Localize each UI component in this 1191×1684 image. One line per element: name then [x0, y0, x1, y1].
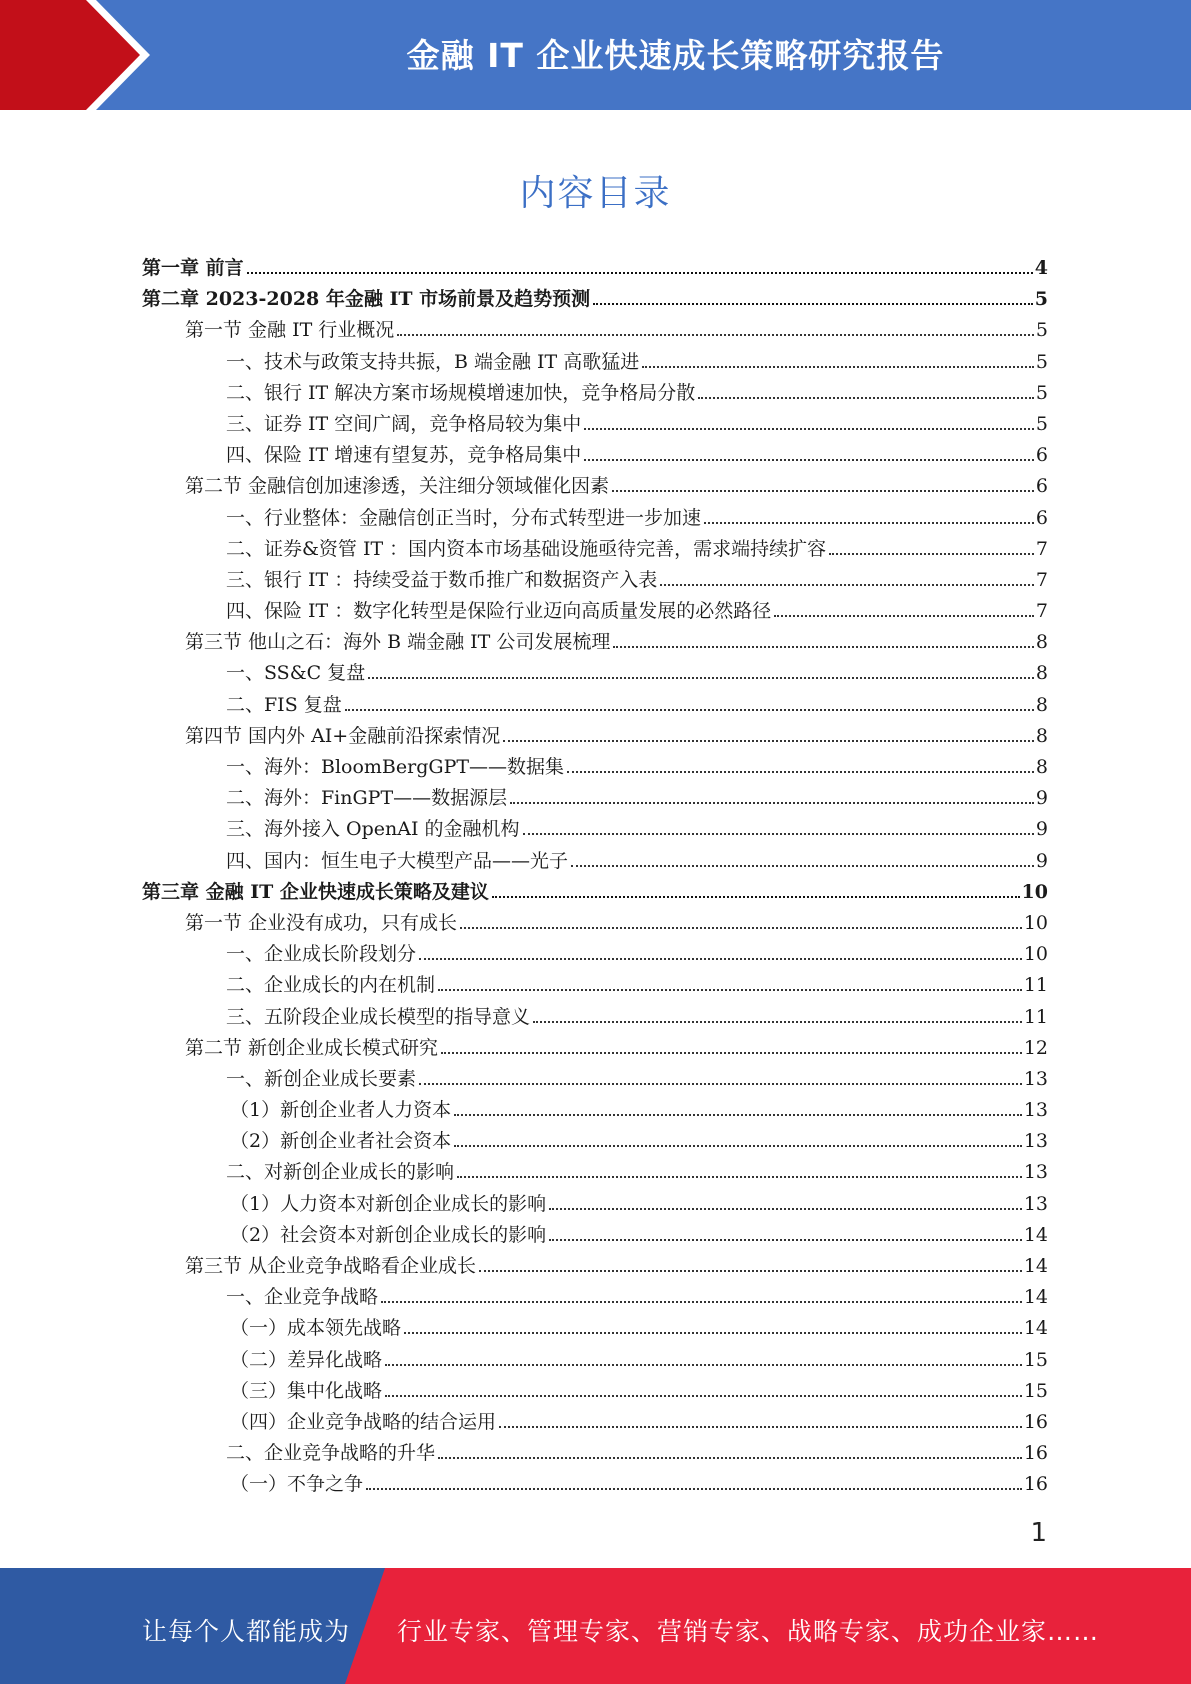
toc-dot-leader — [613, 646, 1034, 648]
toc-entry[interactable] — [142, 1407, 1048, 1438]
toc-entry[interactable] — [142, 690, 1048, 721]
toc-entry-page: 5 — [1035, 319, 1048, 342]
toc-entry-title: 三、银行 IT ：持续受益于数币推广和数据资产入表 — [226, 568, 658, 591]
toc-dot-leader — [479, 1270, 1022, 1272]
toc-entry-page: 15 — [1023, 1379, 1048, 1402]
toc-dot-leader — [345, 709, 1034, 711]
toc-dot-leader — [457, 1176, 1022, 1178]
toc-dot-leader — [660, 584, 1034, 586]
toc-dot-leader — [385, 1395, 1022, 1397]
toc-entry[interactable] — [142, 378, 1048, 409]
toc-entry-page: 9 — [1035, 787, 1048, 810]
toc-entry-page: 16 — [1023, 1473, 1048, 1496]
toc-entry[interactable] — [142, 658, 1048, 689]
toc-entry-title: 一、海外：BloomBergGPT——数据集 — [226, 756, 565, 778]
toc-entry[interactable] — [142, 440, 1048, 471]
toc-entry-title: 一、企业竞争战略 — [226, 1286, 379, 1309]
toc-entry-title: 二、对新创企业成长的影响 — [226, 1161, 455, 1184]
toc-entry-page: 13 — [1023, 1067, 1048, 1090]
toc-entry-page: 14 — [1023, 1255, 1048, 1277]
toc-dot-leader — [438, 989, 1022, 991]
toc-dot-leader — [571, 865, 1034, 867]
toc-entry-title: 第一章 前言 — [142, 257, 244, 279]
toc-dot-leader — [460, 927, 1022, 929]
toc-entry-title: （一）不争之争 — [230, 1473, 364, 1496]
toc-entry-page: 9 — [1035, 849, 1048, 872]
toc-entry-title: 一、企业成长阶段划分 — [226, 943, 417, 966]
page-header — [0, 0, 1191, 110]
toc-entry-title: （二）差异化战略 — [230, 1348, 383, 1371]
page-number: 1 — [1030, 1518, 1047, 1548]
toc-entry[interactable] — [142, 1033, 1048, 1064]
toc-entry-page: 7 — [1035, 537, 1048, 560]
toc-entry[interactable] — [142, 409, 1048, 440]
toc-entry[interactable] — [142, 846, 1048, 877]
toc-entry-page: 16 — [1023, 1410, 1048, 1433]
toc-entry-title: 第一节 金融 IT 行业概况 — [185, 319, 395, 342]
toc-entry-page: 10 — [1023, 911, 1048, 934]
toc-entry-page: 5 — [1035, 350, 1048, 373]
toc-dot-leader — [397, 334, 1034, 336]
toc-entry-title: 四、保险 IT ：数字化转型是保险行业迈向高质量发展的必然路径 — [226, 600, 772, 623]
toc-dot-leader — [404, 1332, 1022, 1334]
toc-entry-title: 二、企业成长的内在机制 — [226, 974, 436, 997]
toc-entry[interactable] — [142, 503, 1048, 534]
toc-entry-title: 一、行业整体：金融信创正当时，分布式转型进一步加速 — [226, 506, 702, 529]
report-title: 金融 IT 企业快速成长策略研究报告 — [406, 36, 945, 75]
toc-entry[interactable] — [142, 1157, 1048, 1188]
toc-entry[interactable] — [142, 1313, 1048, 1344]
toc-entry-title: 第三章 金融 IT 企业快速成长策略及建议 — [142, 880, 489, 903]
toc-entry[interactable] — [142, 1126, 1048, 1157]
toc-dot-leader — [503, 740, 1034, 742]
toc-dot-leader — [441, 1052, 1022, 1054]
toc-dot-leader — [385, 1364, 1022, 1366]
page-footer — [0, 1568, 1191, 1684]
toc-entry[interactable] — [142, 1220, 1048, 1251]
toc-entry-page: 13 — [1023, 1192, 1048, 1215]
toc-entry-page: 8 — [1035, 693, 1048, 716]
toc-dot-leader — [381, 1301, 1022, 1303]
toc-entry-page: 16 — [1023, 1442, 1048, 1465]
toc-entry-title: 一、新创企业成长要素 — [226, 1067, 417, 1090]
toc-entry-title: （1）人力资本对新创企业成长的影响 — [230, 1192, 547, 1215]
toc-dot-leader — [584, 428, 1034, 430]
toc-dot-leader — [704, 522, 1034, 524]
toc-entry-title: 三、五阶段企业成长模型的指导意义 — [226, 1005, 531, 1028]
toc-entry[interactable] — [142, 565, 1048, 596]
toc-entry-page: 14 — [1023, 1317, 1048, 1340]
toc-dot-leader — [698, 397, 1034, 399]
toc-entry-page: 6 — [1035, 475, 1048, 498]
toc-entry-title: 第二节 金融信创加速渗透，关注细分领域催化因素 — [185, 475, 610, 498]
toc-entry[interactable] — [142, 627, 1048, 658]
toc-heading: 内容目录 — [519, 173, 672, 214]
toc-entry-page: 5 — [1035, 381, 1048, 404]
toc-entry[interactable] — [142, 783, 1048, 814]
toc-dot-leader — [499, 1426, 1022, 1428]
toc-entry[interactable] — [142, 596, 1048, 627]
footer-slogan-left: 让每个人都能成为 — [142, 1617, 351, 1646]
toc-entry-page: 13 — [1023, 1130, 1048, 1153]
toc-entry-title: （三）集中化战略 — [230, 1379, 383, 1402]
toc-entry-page: 14 — [1023, 1286, 1048, 1309]
toc-entry-title: 二、证券&资管 IT ：国内资本市场基础设施亟待完善，需求端持续扩容 — [226, 537, 827, 560]
toc-entry-page: 8 — [1035, 724, 1048, 747]
toc-entry-title: 三、海外接入 OpenAI 的金融机构 — [226, 818, 520, 841]
toc-dot-leader — [454, 1145, 1022, 1147]
toc-entry[interactable] — [142, 721, 1048, 752]
toc-entry[interactable] — [142, 970, 1048, 1001]
toc-dot-leader — [366, 1488, 1022, 1490]
toc-entry[interactable] — [142, 877, 1048, 908]
toc-entry-page: 14 — [1023, 1223, 1048, 1246]
toc-entry-page: 7 — [1035, 600, 1048, 623]
toc-entry-page: 4 — [1034, 257, 1048, 279]
toc-entry[interactable] — [142, 908, 1048, 939]
toc-dot-leader — [510, 802, 1034, 804]
toc-dot-leader — [247, 272, 1033, 274]
toc-entry-title: 二、FIS 复盘 — [226, 693, 342, 716]
toc-dot-leader — [567, 771, 1034, 773]
toc-entry-title: （2）社会资本对新创企业成长的影响 — [230, 1223, 547, 1246]
toc-entry-page: 8 — [1035, 631, 1048, 654]
footer-slogan-right: 行业专家、管理专家、营销专家、战略专家、成功企业家…… — [397, 1617, 1100, 1646]
toc-dot-leader — [612, 490, 1034, 492]
toc-entry-title: （一）成本领先战略 — [230, 1317, 402, 1340]
toc-entry[interactable] — [142, 752, 1048, 783]
toc-entry[interactable] — [142, 253, 1048, 284]
toc-entry-page: 13 — [1023, 1161, 1048, 1184]
toc-entry-page: 10 — [1021, 880, 1048, 903]
toc-dot-leader — [642, 366, 1034, 368]
toc-entry[interactable] — [142, 1469, 1048, 1500]
toc-dot-leader — [593, 303, 1033, 305]
toc-entry-page: 13 — [1023, 1099, 1048, 1122]
toc-entry-title: 二、海外：FinGPT——数据源层 — [226, 787, 508, 810]
toc-entry[interactable] — [142, 814, 1048, 845]
toc-entry-page: 6 — [1035, 444, 1048, 467]
toc-entry-page: 7 — [1035, 568, 1048, 591]
toc-entry[interactable] — [142, 1251, 1048, 1282]
toc-entry-title: 三、证券 IT 空间广阔，竞争格局较为集中 — [226, 412, 582, 435]
toc-dot-leader — [368, 677, 1034, 679]
toc-dot-leader — [523, 833, 1034, 835]
toc-entry[interactable] — [142, 1064, 1048, 1095]
toc-dot-leader — [774, 615, 1034, 617]
toc-entry-page: 8 — [1035, 662, 1048, 685]
toc-entry[interactable] — [142, 1282, 1048, 1313]
toc-entry-title: 二、银行 IT 解决方案市场规模增速加快，竞争格局分散 — [226, 381, 696, 404]
toc-entry-title: 四、国内：恒生电子大模型产品——光子 — [226, 849, 569, 872]
toc-entry-title: 二、企业竞争战略的升华 — [226, 1442, 436, 1465]
toc-dot-leader — [438, 1457, 1022, 1459]
toc-entry[interactable] — [142, 1345, 1048, 1376]
toc-entry-page: 5 — [1035, 412, 1048, 435]
toc-entry-title: 第二节 新创企业成长模式研究 — [185, 1036, 439, 1059]
toc-entry[interactable] — [142, 1095, 1048, 1126]
toc-entry-title: 第三节 他山之石：海外 B 端金融 IT 公司发展梳理 — [185, 631, 611, 654]
toc-entry-title: （2）新创企业者社会资本 — [230, 1130, 452, 1153]
toc-entry-title: 一、技术与政策支持共振，B 端金融 IT 高歌猛进 — [226, 350, 640, 373]
toc-entry-page: 12 — [1023, 1036, 1048, 1059]
toc-dot-leader — [549, 1239, 1022, 1241]
toc-dot-leader — [492, 896, 1020, 898]
toc-entry-page: 11 — [1023, 974, 1048, 997]
toc-entry-page: 9 — [1035, 818, 1048, 841]
toc-entry[interactable] — [142, 1189, 1048, 1220]
toc-entry-title: 第二章 2023-2028 年金融 IT 市场前景及趋势预测 — [142, 288, 591, 311]
toc-entry-title: 四、保险 IT 增速有望复苏，竞争格局集中 — [226, 444, 582, 467]
toc-dot-leader — [454, 1114, 1022, 1116]
toc-entry[interactable] — [142, 315, 1048, 346]
toc-entry-page: 15 — [1023, 1348, 1048, 1371]
toc-entry-title: （1）新创企业者人力资本 — [230, 1099, 452, 1122]
toc-dot-leader — [549, 1208, 1022, 1210]
toc-entry-title: 一、SS&C 复盘 — [226, 662, 366, 685]
toc-dot-leader — [533, 1021, 1022, 1023]
toc-entry-page: 6 — [1035, 506, 1048, 529]
toc-dot-leader — [584, 459, 1034, 461]
toc-entry[interactable] — [142, 534, 1048, 565]
toc-entry-title: 第三节 从企业竞争战略看企业成长 — [185, 1255, 477, 1277]
toc-entry[interactable] — [142, 939, 1048, 970]
toc-entry[interactable] — [142, 284, 1048, 315]
toc-entry-page: 5 — [1034, 288, 1048, 311]
toc-entry[interactable] — [142, 1376, 1048, 1407]
toc-entry-page: 11 — [1023, 1005, 1048, 1028]
toc-dot-leader — [419, 1083, 1022, 1085]
toc-dot-leader — [419, 958, 1022, 960]
toc-entry-title: （四）企业竞争战略的结合运用 — [230, 1410, 497, 1433]
toc-entry[interactable] — [142, 1438, 1048, 1469]
toc-dot-leader — [829, 553, 1034, 555]
toc-entry-title: 第一节 企业没有成功，只有成长 — [185, 911, 458, 934]
table-of-contents — [142, 253, 1048, 1501]
toc-entry[interactable] — [142, 471, 1048, 502]
toc-entry[interactable] — [142, 1002, 1048, 1033]
toc-entry-page: 10 — [1023, 943, 1048, 966]
toc-entry-page: 8 — [1035, 756, 1048, 778]
toc-entry[interactable] — [142, 347, 1048, 378]
toc-entry-title: 第四节 国内外 AI+金融前沿探索情况 — [185, 724, 501, 747]
